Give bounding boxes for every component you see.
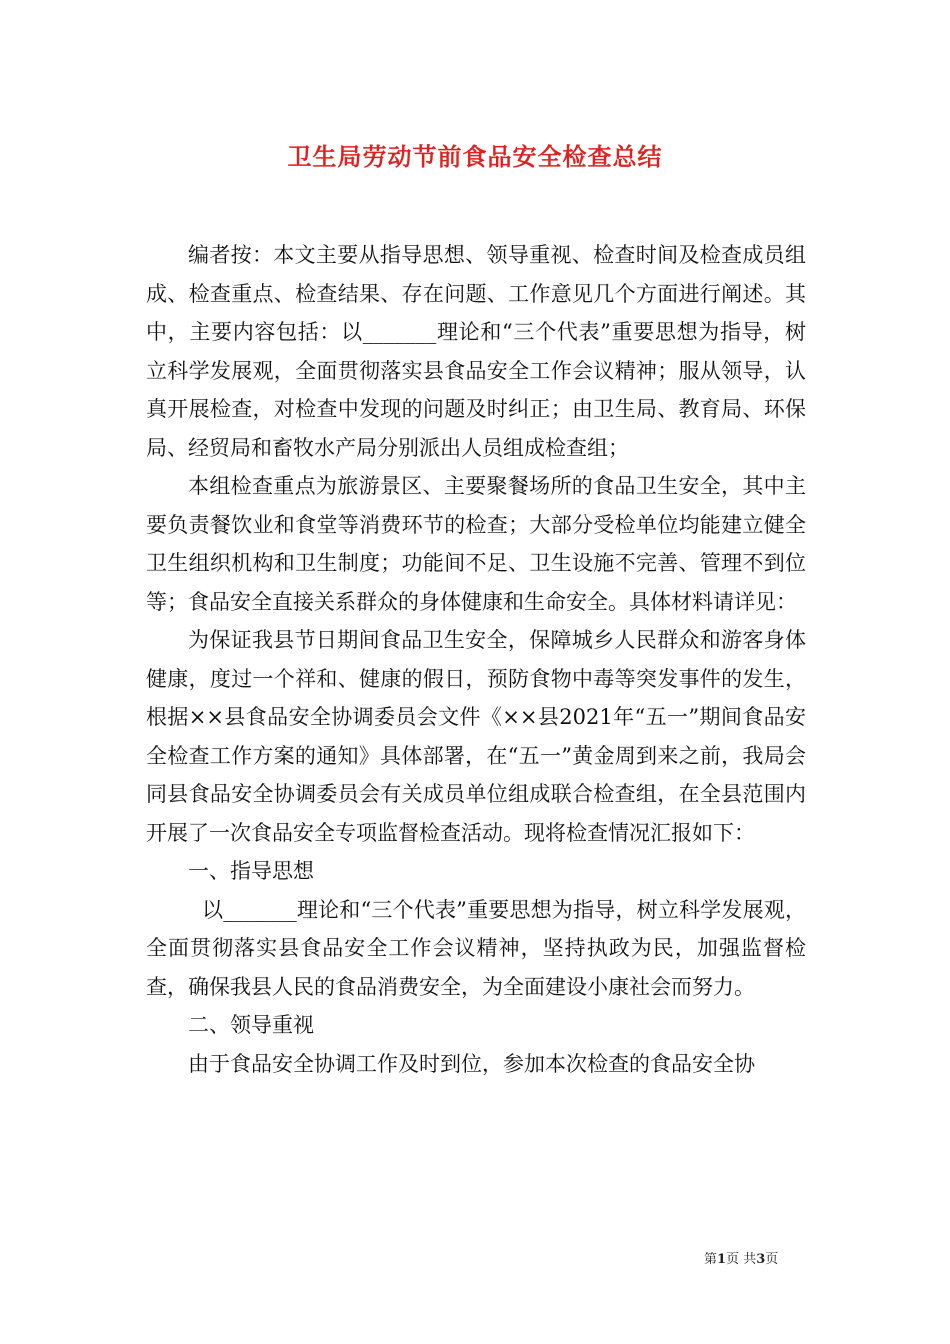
footer-middle: 页 共 (726, 1252, 757, 1267)
section-heading-leadership: 二、领导重视 (188, 1013, 314, 1037)
footer-suffix: 页 (765, 1252, 779, 1267)
document-body (146, 236, 806, 1083)
paragraph-background: 为保证我县节日期间食品卫生安全，保障城乡人民群众和游客身体健康，度过一个祥和、健康的假日，预防食物中毒等突发事件的发生，根据××县食品安全协调委员会文件《××县2021年“五一”期间食品安全检查工作方案的通知》具体部署，在“五一”黄金周到来之前，我局会同县食品安全协调委员会有关成员单位组成联合检查组，在全县范围内开展了一次食品安全专项监督检查活动。现将检查情况汇报如下： (146, 628, 806, 845)
paragraph-leadership: 由于食品安全协调工作及时到位，参加本次检查的食品安全协 (188, 1051, 755, 1076)
paragraph-inspection-focus: 本组检查重点为旅游景区、主要聚餐场所的食品卫生安全，其中主要负责餐饮业和食堂等消费环节的检查；大部分受检单位均能建立健全卫生组织机构和卫生制度；功能间不足、卫生设施不完善、管理不到位等；食品安全直接关系群众的身体健康和生命安全。具体材料请详见： (146, 474, 806, 614)
paragraph-editor-note: 编者按：本文主要从指导思想、领导重视、检查时间及检查成员组成、检查重点、检查结果、存在问题、工作意见几个方面进行阐述。其中，主要内容包括：以_______理论和“三个代表”重要思想为指导，树立科学发展观，全面贯彻落实县食品安全工作会议精神；服从领导，认真开展检查，对检查中发现的问题及时纠正；由卫生局、教育局、环保局、经贸局和畜牧水产局分别派出人员组成检查组； (146, 243, 806, 460)
paragraph-guiding-thought: 以_______理论和“三个代表”重要思想为指导，树立科学发展观，全面贯彻落实县食品安全工作会议精神，坚持执政为民，加强监督检查，确保我县人民的食品消费安全，为全面建设小康社会而努力。 (146, 897, 806, 999)
section-heading-guiding-thought: 一、指导思想 (188, 859, 314, 883)
footer-prefix: 第 (704, 1252, 718, 1267)
page-number-footer (704, 1248, 778, 1267)
document-title: 卫生局劳动节前食品安全检查总结 (287, 143, 663, 171)
footer-current-page: 1 (717, 1252, 727, 1267)
footer-total-pages: 3 (756, 1252, 766, 1267)
